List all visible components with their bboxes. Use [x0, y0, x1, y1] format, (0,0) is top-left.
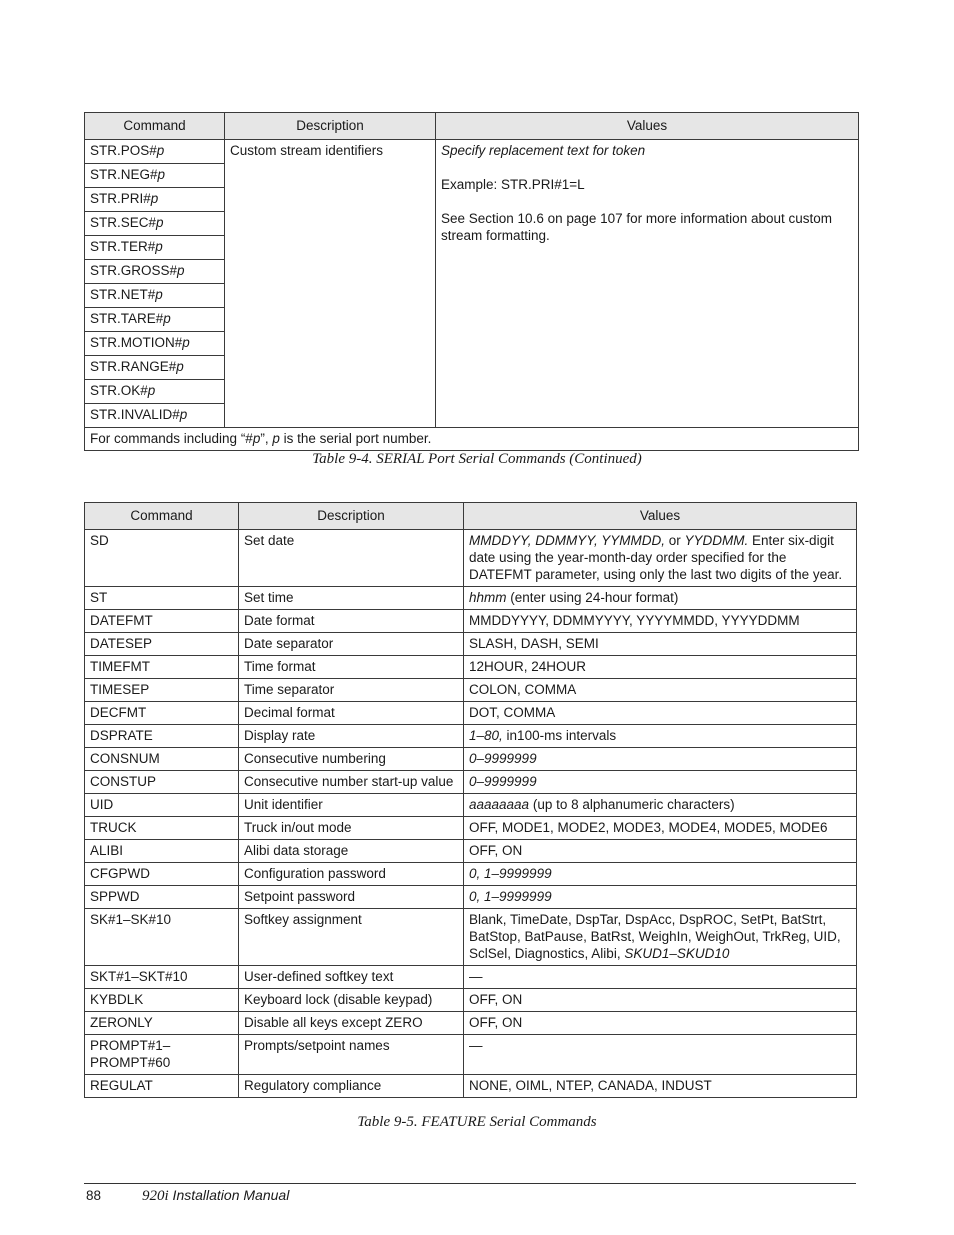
value-segment: Enter six-digit date using the year-month-day order specified for the DATEFMT parameter, using only the last two digits of the year.: [469, 533, 843, 582]
description-cell: Custom stream identifiers: [225, 140, 436, 428]
command-cell: [85, 140, 225, 164]
command-cell: DSPRATE: [85, 725, 239, 748]
values-cell: [464, 610, 857, 633]
command-cell: TRUCK: [85, 817, 239, 840]
command-name: STR.INVALID#: [90, 407, 180, 422]
header-description: Description: [239, 503, 464, 530]
command-cell: [85, 260, 225, 284]
table-row: [85, 771, 857, 794]
command-name: STR.RANGE#: [90, 359, 177, 374]
note-text: is the serial port number.: [279, 431, 432, 446]
description-cell: Keyboard lock (disable keypad): [239, 989, 464, 1012]
value-segment: 1–80,: [469, 728, 503, 743]
value-segment: 0, 1–9999999: [469, 866, 552, 881]
description-cell: Configuration password: [239, 863, 464, 886]
command-name: STR.TARE#: [90, 311, 164, 326]
command-cell: CONSTUP: [85, 771, 239, 794]
command-cell: ZERONLY: [85, 1012, 239, 1035]
manual-title: [142, 1187, 289, 1205]
description-cell: Display rate: [239, 725, 464, 748]
command-cell: [85, 332, 225, 356]
table-row: [85, 633, 857, 656]
command-cell: ALIBI: [85, 840, 239, 863]
values-cell: [464, 656, 857, 679]
value-segment: Blank, TimeDate, DspTar, DspAcc, DspROC, SetPt, BatStrt, BatStop, BatPause, BatRst, WeighIn, WeighOut, TrkReg, UID, SclSel, Diagnostics, Alibi,: [469, 912, 841, 961]
command-param: p: [176, 359, 184, 374]
command-cell: [85, 164, 225, 188]
command-param: p: [177, 263, 185, 278]
command-cell: PROMPT#1– PROMPT#60: [85, 1035, 239, 1075]
command-param: p: [147, 383, 156, 398]
command-cell: [85, 380, 225, 404]
description-cell: Regulatory compliance: [239, 1075, 464, 1098]
values-cell: [464, 587, 857, 610]
header-description: Description: [225, 113, 436, 140]
command-cell: DATESEP: [85, 633, 239, 656]
value-segment: 0, 1–9999999: [469, 889, 552, 904]
values-cell: [464, 771, 857, 794]
table-caption-9-5: Table 9-5. FEATURE Serial Commands: [357, 1114, 597, 1130]
command-cell: [85, 236, 225, 260]
command-name: STR.PRI#: [90, 191, 151, 206]
command-cell: CFGPWD: [85, 863, 239, 886]
description-cell: Set date: [239, 530, 464, 587]
value-segment: 12HOUR, 24HOUR: [469, 659, 587, 674]
values-example: Example: STR.PRI#1=L: [441, 177, 585, 192]
values-cell: [464, 748, 857, 771]
table-row: [85, 840, 857, 863]
command-cell: TIMESEP: [85, 679, 239, 702]
values-cell: [464, 1035, 857, 1075]
description-cell: Date format: [239, 610, 464, 633]
command-name: STR.TER#: [90, 239, 156, 254]
table-caption-9-4: Table 9-4. SERIAL Port Serial Commands (Continued): [312, 451, 642, 467]
values-cell: [464, 1012, 857, 1035]
value-segment: —: [469, 1038, 483, 1053]
command-cell: TIMEFMT: [85, 656, 239, 679]
table-row: [85, 966, 857, 989]
note-text: For commands including “#: [90, 431, 253, 446]
description-cell: Disable all keys except ZERO: [239, 1012, 464, 1035]
command-name: STR.NEG#: [90, 167, 158, 182]
value-segment: or: [665, 533, 685, 548]
table-row: [85, 140, 859, 164]
value-segment: OFF, ON: [469, 992, 523, 1007]
table-row: [85, 725, 857, 748]
command-cell: [85, 308, 225, 332]
command-param: p: [163, 311, 171, 326]
command-name: STR.NET#: [90, 287, 156, 302]
values-cell: [436, 140, 859, 428]
values-see-section: See Section 10.6 on page 107 for more information about custom stream formatting.: [441, 211, 832, 243]
table-note-row: [85, 428, 859, 451]
value-segment: COLON, COMMA: [469, 682, 577, 697]
value-segment: YYDDMM.: [684, 533, 749, 548]
command-param: p: [155, 287, 163, 302]
table-row: [85, 656, 857, 679]
table-row: [85, 989, 857, 1012]
command-name: STR.SEC#: [90, 215, 157, 230]
values-cell: [464, 702, 857, 725]
value-segment: MMDDYYYY, DDMMYYYY, YYYYMMDD, YYYYDDMM: [469, 613, 800, 628]
command-cell: [85, 188, 225, 212]
values-cell: [464, 530, 857, 587]
command-cell: SPPWD: [85, 886, 239, 909]
table-row: [85, 817, 857, 840]
table-row: [85, 748, 857, 771]
command-cell: [85, 284, 225, 308]
description-cell: Consecutive number start-up value: [239, 771, 464, 794]
header-values: Values: [436, 113, 859, 140]
command-cell: SK#1–SK#10: [85, 909, 239, 966]
command-cell: [85, 212, 225, 236]
table-row: [85, 1012, 857, 1035]
serial-commands-table: [84, 112, 859, 451]
values-cell: [464, 840, 857, 863]
command-cell: DATEFMT: [85, 610, 239, 633]
note-param: p: [252, 431, 261, 446]
value-segment: (enter using 24-hour format): [506, 590, 679, 605]
command-cell: SKT#1–SKT#10: [85, 966, 239, 989]
table-header-row: [85, 113, 859, 140]
value-segment: SKUD1–SKUD10: [624, 946, 730, 961]
description-cell: Date separator: [239, 633, 464, 656]
table-row: [85, 702, 857, 725]
values-cell: [464, 1075, 857, 1098]
description-cell: Consecutive numbering: [239, 748, 464, 771]
values-cell: [464, 966, 857, 989]
command-cell: [85, 404, 225, 428]
command-param: p: [182, 335, 190, 350]
command-name: STR.MOTION#: [90, 335, 183, 350]
value-segment: NONE, OIML, NTEP, CANADA, INDUST: [469, 1078, 712, 1093]
table-note: [85, 428, 859, 451]
table-row: [85, 1035, 857, 1075]
table-row: [85, 886, 857, 909]
note-text: ”,: [260, 431, 273, 446]
command-cell: CONSNUM: [85, 748, 239, 771]
value-segment: (up to 8 alphanumeric characters): [529, 797, 735, 812]
description-cell: Decimal format: [239, 702, 464, 725]
values-token-text: [441, 142, 853, 159]
table-row: [85, 909, 857, 966]
values-cell: [464, 909, 857, 966]
values-cell: [464, 886, 857, 909]
command-cell: DECFMT: [85, 702, 239, 725]
header-command: Command: [85, 113, 225, 140]
table-row: [85, 679, 857, 702]
value-segment: OFF, MODE1, MODE2, MODE3, MODE4, MODE5, MODE6: [469, 820, 828, 835]
command-name: STR.OK#: [90, 383, 148, 398]
footer-divider: [84, 1183, 856, 1184]
description-cell: Softkey assignment: [239, 909, 464, 966]
description-cell: Truck in/out mode: [239, 817, 464, 840]
description-cell: Prompts/setpoint names: [239, 1035, 464, 1075]
command-param: p: [155, 239, 163, 254]
description-cell: Setpoint password: [239, 886, 464, 909]
values-cell: [464, 679, 857, 702]
command-param: p: [179, 407, 188, 422]
note-param: p: [272, 431, 280, 446]
table-row: [85, 794, 857, 817]
value-segment: OFF, ON: [469, 1015, 523, 1030]
header-command: Command: [85, 503, 239, 530]
value-segment: OFF, ON: [469, 843, 523, 858]
table-row: [85, 587, 857, 610]
table-row: [85, 1075, 857, 1098]
values-cell: [464, 725, 857, 748]
description-cell: Unit identifier: [239, 794, 464, 817]
table-row: [85, 610, 857, 633]
values-cell: [464, 817, 857, 840]
model-name: 920i: [142, 1188, 169, 1204]
description-cell: Time separator: [239, 679, 464, 702]
header-values: Values: [464, 503, 857, 530]
value-segment: DOT, COMMA: [469, 705, 556, 720]
values-cell: [464, 989, 857, 1012]
table-row: [85, 530, 857, 587]
value-segment: 0–9999999: [469, 774, 537, 789]
command-name: STR.GROSS#: [90, 263, 178, 278]
values-italic: Specify replacement text for token: [441, 143, 646, 158]
value-segment: aaaaaaaa: [469, 797, 530, 812]
value-segment: in100-ms intervals: [502, 728, 617, 743]
command-cell: UID: [85, 794, 239, 817]
command-name: STR.POS#: [90, 143, 157, 158]
command-cell: SD: [85, 530, 239, 587]
values-cell: [464, 794, 857, 817]
value-segment: hhmm: [469, 590, 507, 605]
command-cell: REGULAT: [85, 1075, 239, 1098]
feature-commands-table: [84, 502, 857, 1098]
description-cell: User-defined softkey text: [239, 966, 464, 989]
command-param: p: [150, 191, 159, 206]
table-header-row: [85, 503, 857, 530]
table-row: [85, 863, 857, 886]
manual-title-text: Installation Manual: [168, 1187, 290, 1203]
description-cell: Set time: [239, 587, 464, 610]
command-cell: [85, 356, 225, 380]
description-cell: Alibi data storage: [239, 840, 464, 863]
command-param: p: [157, 167, 166, 182]
values-cell: [464, 863, 857, 886]
values-cell: [464, 633, 857, 656]
command-param: p: [156, 143, 165, 158]
page-number: 88: [86, 1188, 102, 1203]
value-segment: 0–9999999: [469, 751, 537, 766]
value-segment: MMDDYY, DDMMYY, YYMMDD,: [469, 533, 666, 548]
value-segment: —: [469, 969, 483, 984]
command-cell: ST: [85, 587, 239, 610]
command-cell: KYBDLK: [85, 989, 239, 1012]
description-cell: Time format: [239, 656, 464, 679]
value-segment: SLASH, DASH, SEMI: [469, 636, 599, 651]
command-param: p: [156, 215, 164, 230]
